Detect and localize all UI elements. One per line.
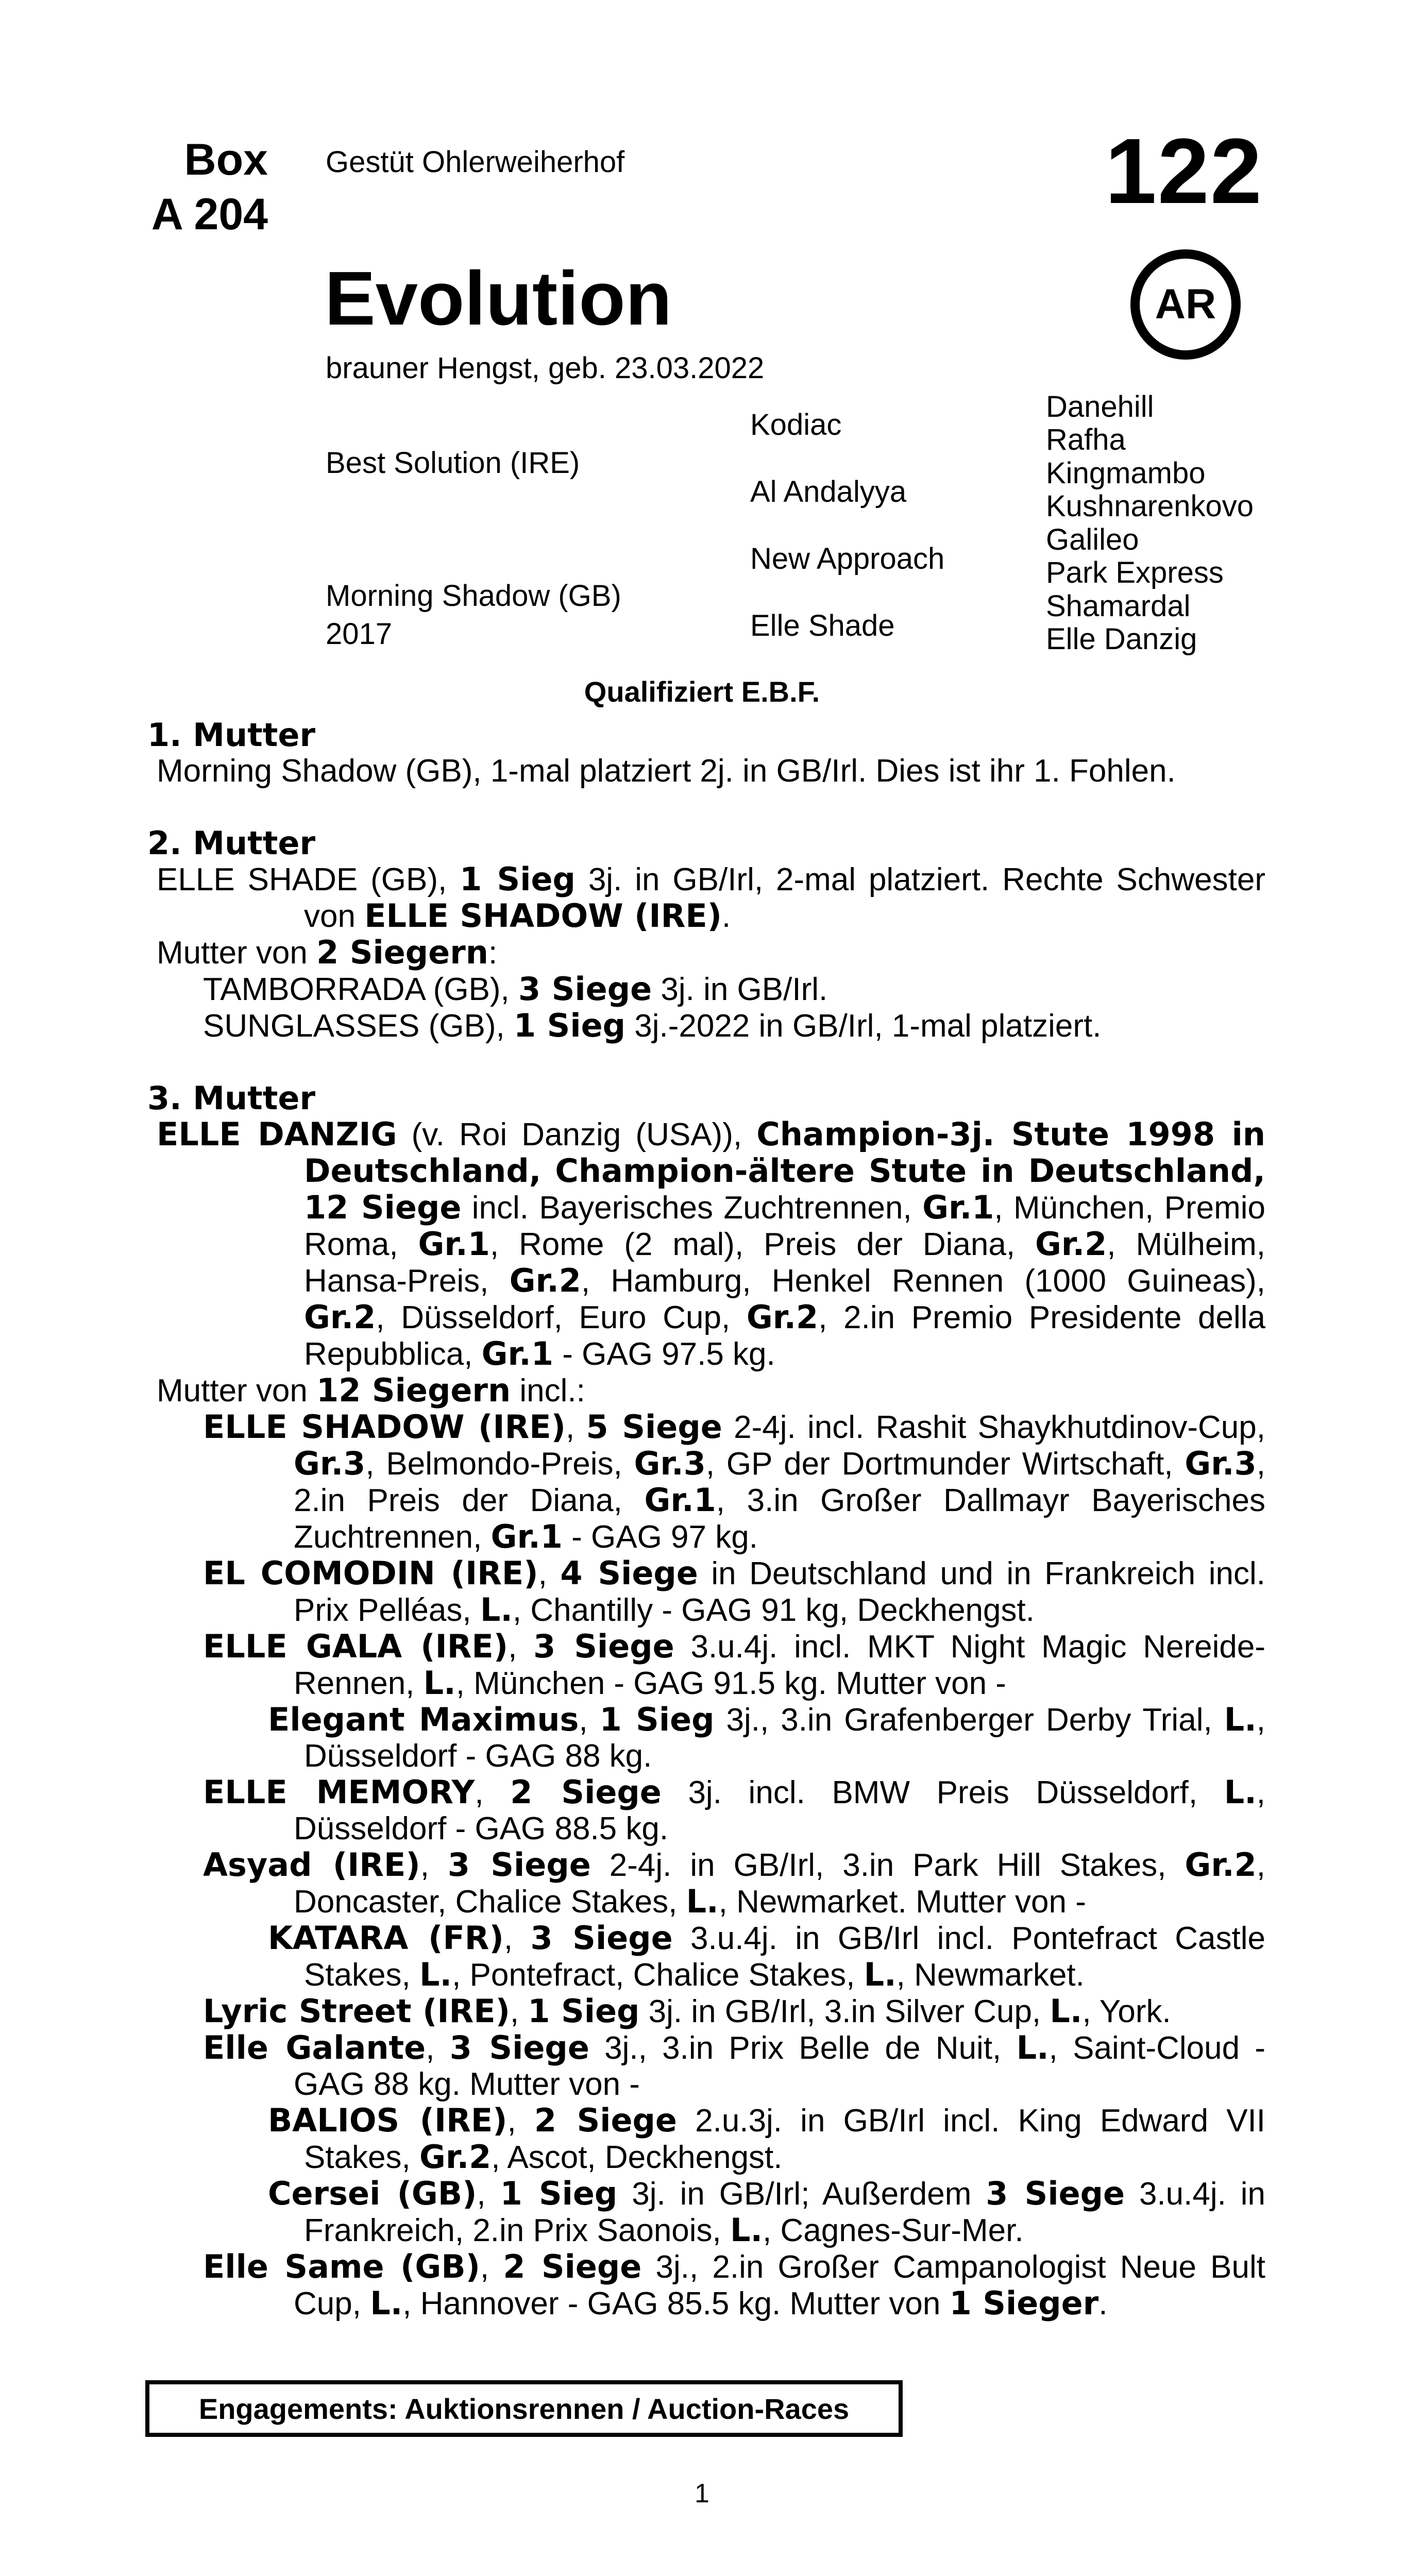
offspring-entry: EL COMODIN (IRE), 4 Siege in Deutschland und in Frankreich incl. Prix Pelléas, L., Chantilly - GAG 91 kg, Deckhengst. bbox=[203, 1554, 1265, 1629]
pedigree-great-grandparent: Galileo bbox=[1046, 523, 1139, 556]
offspring-entry: ELLE GALA (IRE), 3 Siege 3.u.4j. incl. MKT Night Magic Nereide-Rennen, L., München - GAG 91.5 kg. Mutter von - bbox=[203, 1628, 1265, 1702]
catalog-number: 122 bbox=[1105, 120, 1263, 223]
first-dam-text: Morning Shadow (GB), 1-mal platziert 2j. in GB/Irl. Dies ist ihr 1. Fohlen. bbox=[157, 753, 1176, 789]
offspring-entry: SUNGLASSES (GB), 1 Sieg 3j.-2022 in GB/Irl, 1-mal platziert. bbox=[203, 1007, 1102, 1044]
offspring-entry: TAMBORRADA (GB), 3 Siege 3j. in GB/Irl. bbox=[203, 970, 828, 1008]
offspring-entry: Asyad (IRE), 3 Siege 2-4j. in GB/Irl, 3.in Park Hill Stakes, Gr.2, Doncaster, Chalice Stakes, L., Newmarket. Mutter von - bbox=[203, 1846, 1265, 1920]
section-heading-first-dam: 1. Mutter bbox=[147, 716, 316, 754]
section-heading-second-dam: 2. Mutter bbox=[147, 824, 316, 862]
engagements-label: Engagements: Auktionsrennen / Auction-Races bbox=[198, 2392, 850, 2425]
horse-description: brauner Hengst, geb. 23.03.2022 bbox=[326, 351, 765, 385]
ar-badge bbox=[1130, 249, 1241, 360]
breeder-name: Gestüt Ohlerweiherhof bbox=[326, 145, 625, 179]
offspring-entry: ELLE MEMORY, 2 Siege 3j. incl. BMW Preis Düsseldorf, L., Düsseldorf - GAG 88.5 kg. bbox=[203, 1773, 1265, 1846]
pedigree-dam: Morning Shadow (GB) bbox=[326, 579, 621, 613]
page-number: 1 bbox=[695, 2479, 709, 2509]
offspring-entry: Elle Galante, 3 Siege 3j., 3.in Prix Belle de Nuit, L., Saint-Cloud - GAG 88 kg. Mutter von - bbox=[203, 2029, 1266, 2102]
pedigree-grandparent: New Approach bbox=[750, 542, 945, 575]
pedigree-great-grandparent: Rafha bbox=[1046, 423, 1126, 456]
pedigree-grandparent: Al Andalyya bbox=[750, 475, 907, 509]
engagements-box bbox=[145, 2380, 903, 2437]
box-label: Box bbox=[184, 135, 268, 184]
grand-offspring-entry: BALIOS (IRE), 2 Siege 2.u.3j. in GB/Irl incl. King Edward VII Stakes, Gr.2, Ascot, Deckhengst. bbox=[268, 2102, 1266, 2176]
section-heading-third-dam: 3. Mutter bbox=[147, 1079, 316, 1117]
ar-badge-label: AR bbox=[1155, 281, 1216, 328]
box-number: A 204 bbox=[151, 190, 268, 239]
grand-offspring-entry: KATARA (FR), 3 Siege 3.u.4j. in GB/Irl incl. Pontefract Castle Stakes, L., Pontefract, Chalice Stakes, L., Newmarket. bbox=[268, 1919, 1265, 1993]
pedigree-dam-year: 2017 bbox=[326, 617, 393, 651]
pedigree-sire: Best Solution (IRE) bbox=[326, 446, 580, 480]
third-dam-mother-of: Mutter von 12 Siegern incl.: bbox=[157, 1371, 585, 1409]
second-dam-mother-of: Mutter von 2 Siegern: bbox=[157, 934, 498, 971]
offspring-entry: Elle Same (GB), 2 Siege 3j., 2.in Großer Campanologist Neue Bult Cup, L., Hannover - GAG 85.5 kg. Mutter von 1 Sieger. bbox=[203, 2248, 1265, 2322]
third-dam-entry: ELLE DANZIG (v. Roi Danzig (USA)), Champion-3j. Stute 1998 in Deutschland, Champion-ältere Stute in Deutschland, 12 Siege incl. Bayerisches Zuchtrennen, Gr.1, München, Premio Roma, Gr.1, Rome (2 mal), Preis der Diana, Gr.2, Mülheim, Hansa-Preis, Gr.2, Hamburg, Henkel Rennen (1000 Guineas), Gr.2, Düsseldorf, Euro Cup, Gr.2, 2.in Premio Presidente della Repubblica, Gr.1 - GAG 97.5 kg. bbox=[157, 1115, 1265, 1372]
pedigree-grandparent: Elle Shade bbox=[750, 609, 895, 642]
pedigree-great-grandparent: Kushnarenkovo bbox=[1046, 489, 1254, 523]
pedigree-great-grandparent: Elle Danzig bbox=[1046, 622, 1197, 656]
grand-offspring-entry: Cersei (GB), 1 Sieg 3j. in GB/Irl; Außerdem 3 Siege 3.u.4j. in Frankreich, 2.in Prix Saonois, L., Cagnes-Sur-Mer. bbox=[268, 2175, 1266, 2249]
second-dam-entry: ELLE SHADE (GB), 1 Sieg 3j. in GB/Irl, 2-mal platziert. Rechte Schwester von ELLE SHADOW (IRE). bbox=[157, 860, 1265, 935]
pedigree-great-grandparent: Shamardal bbox=[1046, 589, 1191, 623]
offspring-entry: ELLE SHADOW (IRE), 5 Siege 2-4j. incl. Rashit Shaykhutdinov-Cup, Gr.3, Belmondo-Preis, Gr.3, GP der Dortmunder Wirtschaft, Gr.3, 2.in Preis der Diana, Gr.1, 3.in Großer Dallmayr Bayerisches Zuchtrennen, Gr.1 - GAG 97 kg. bbox=[203, 1408, 1265, 1555]
pedigree-great-grandparent: Kingmambo bbox=[1046, 456, 1206, 490]
offspring-entry: Lyric Street (IRE), 1 Sieg 3j. in GB/Irl, 3.in Silver Cup, L., York. bbox=[203, 1992, 1171, 2030]
pedigree-great-grandparent: Park Express bbox=[1046, 556, 1224, 589]
pedigree-great-grandparent: Danehill bbox=[1046, 390, 1154, 423]
horse-name: Evolution bbox=[325, 256, 672, 341]
dam-line-content bbox=[147, 717, 1265, 2322]
qualification-note: Qualifiziert E.B.F. bbox=[584, 675, 820, 708]
pedigree-grandparent: Kodiac bbox=[750, 408, 842, 442]
grand-offspring-entry: Elegant Maximus, 1 Sieg 3j., 3.in Grafenberger Derby Trial, L., Düsseldorf - GAG 88 kg. bbox=[268, 1701, 1265, 1774]
